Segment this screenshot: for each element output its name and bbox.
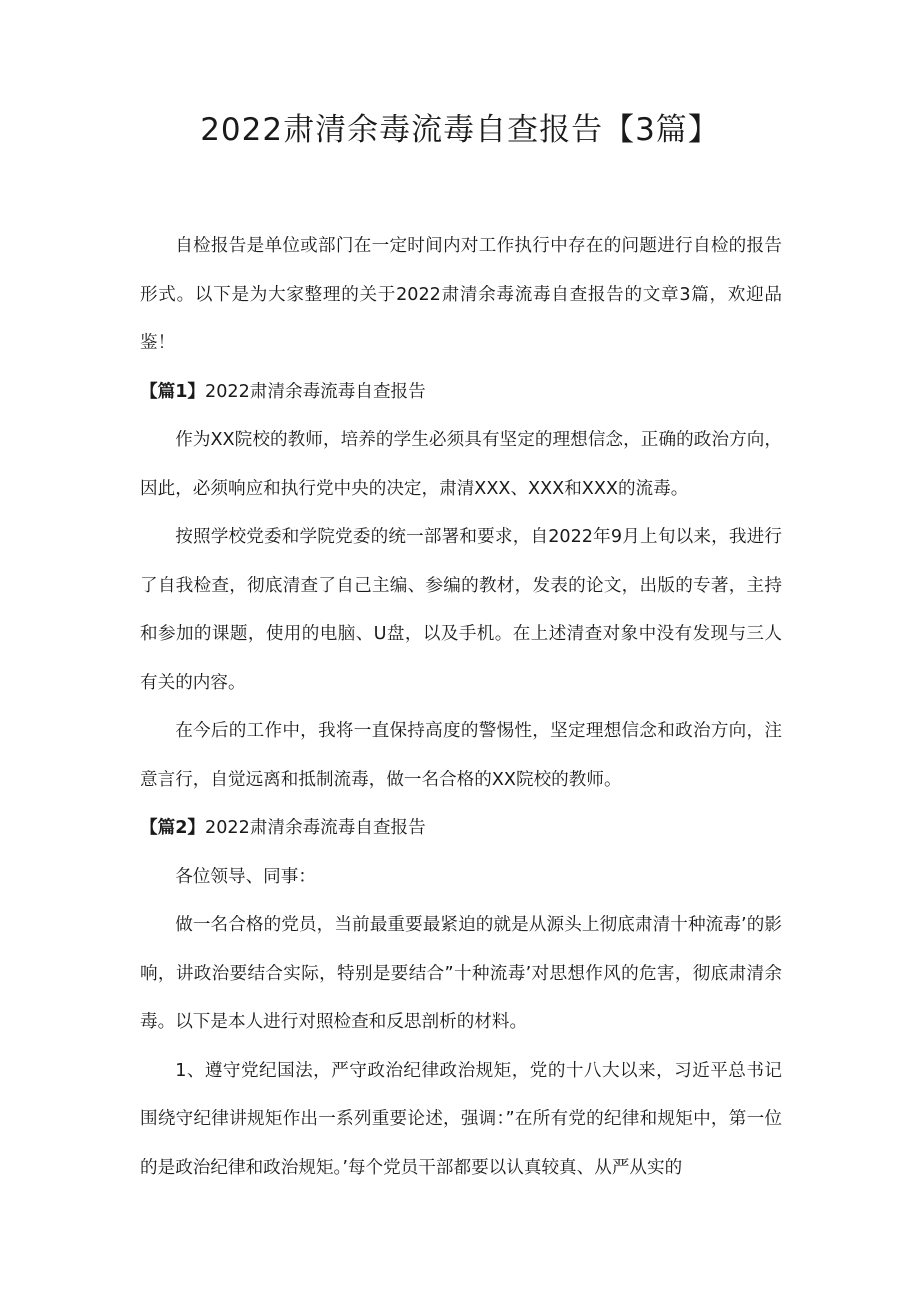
section-2-title: 2022肃清余毒流毒自查报告 [205,818,426,838]
section-1-title: 2022肃清余毒流毒自查报告 [205,381,426,402]
section-1-label: 【篇1】 [140,381,206,402]
section-1-heading [140,368,782,417]
intro-paragraph: 自检报告是单位或部门在一定时间内对工作执行中存在的问题进行自检的报告形式。以下是为大家整理的关于2022肃清余毒流毒自查报告的文章3篇，欢迎品鉴！ [140,236,782,353]
section-1-paragraph-1: 作为XX院校的教师，培养的学生必须具有坚定的理想信念，正确的政治方向，因此，必须响应和执行党中央的决定，肃清XXX、XXX和XXX的流毒。 [140,430,782,499]
section-1-paragraph-2: 按照学校党委和学院党委的统一部署和要求，自2022年9月上旬以来，我进行了自我检查，彻底清查了自己主编、参编的教材，发表的论文，出版的专著，主持和参加的课题，使用的电脑、U盘，以及手机。在上述清查对象中没有发现与三人有关的内容。 [140,527,782,693]
section-2-paragraph-1: 做一名合格的党员，当前最重要最紧迫的就是从源头上彻底肃清十种流毒’的影响，讲政治要结合实际，特别是要结合”十种流毒’对思想作风的危害，彻底肃清余毒。以下是本人进行对照检查和反思剖析的材料。 [140,915,782,1032]
section-2-greeting: 各位领导、同事： [175,866,316,887]
document-title: 2022肃清余毒流毒自查报告【3篇】 [200,112,720,148]
section-2-paragraph-2: 1、遵守党纪国法，严守政治纪律政治规矩，党的十八大以来，习近平总书记围绕守纪律讲规矩作出一系列重要论述，强调：”在所有党的纪律和规矩中，第一位的是政治纪律和政治规矩。’每个党员干部都要以认真较真、从严从实的 [140,1060,782,1178]
section-2-label: 【篇2】 [140,818,206,838]
section-2-heading [140,804,782,853]
document-body [140,222,782,1192]
section-1-paragraph-3: 在今后的工作中，我将一直保持高度的警惕性，坚定理想信念和政治方向，注意言行，自觉远离和抵制流毒，做一名合格的XX院校的教师。 [140,721,782,790]
